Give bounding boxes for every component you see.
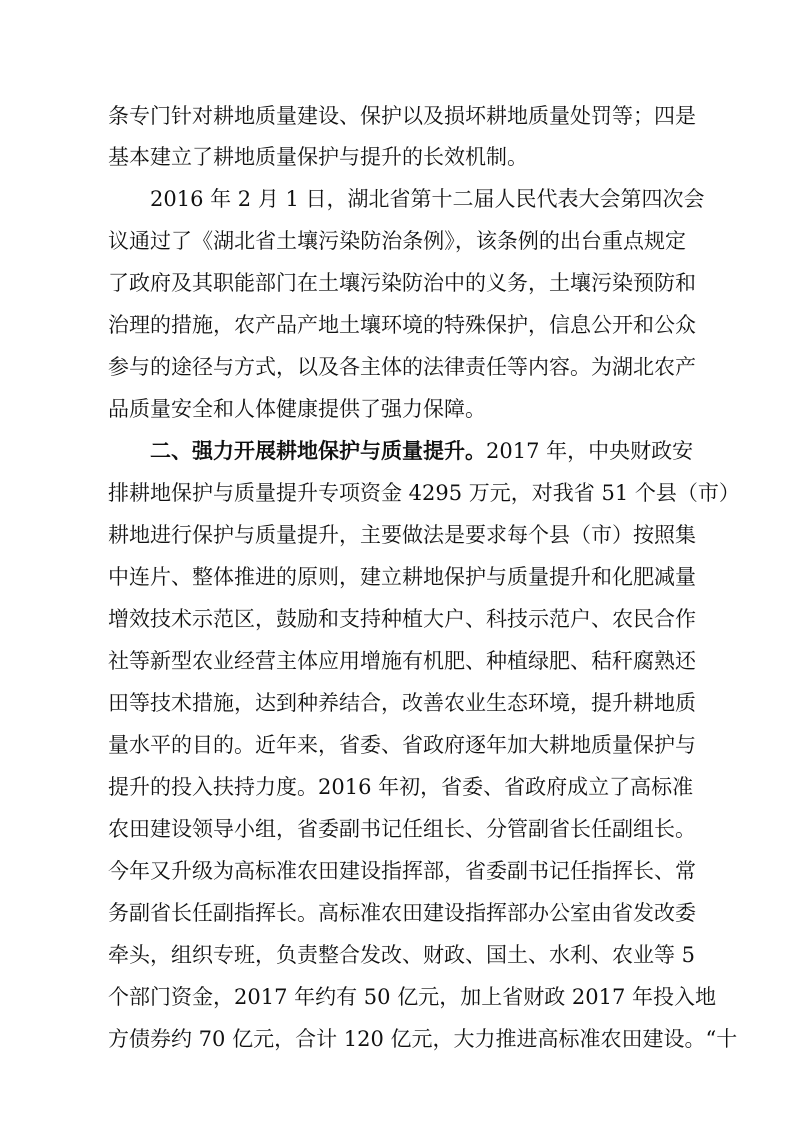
paragraph-3-line-8: 量水平的目的。近年来，省委、省政府逐年加大耕地质量保护与 (108, 733, 696, 757)
paragraph-3-line-3: 耕地进行保护与质量提升，主要做法是要求每个县（市）按照集 (108, 523, 696, 547)
paragraph-3-line-4: 中连片、整体推进的原则，建立耕地保护与质量提升和化肥减量 (108, 565, 696, 589)
paragraph-3-line-14: 个部门资金，2017 年约有 50 亿元，加上省财政 2017 年投入地 (108, 985, 716, 1009)
paragraph-3-line-12: 务副省长任副指挥长。高标准农田建设指挥部办公室由省发改委 (108, 901, 696, 925)
section-heading-rest: 2017 年，中央财政安 (486, 439, 694, 463)
section-heading: 二、强力开展耕地保护与质量提升。 (150, 438, 486, 463)
paragraph-2-line-3: 了政府及其职能部门在土壤污染防治中的义务，土壤污染预防和 (108, 271, 696, 295)
paragraph-3-line-15: 方债券约 70 亿元，合计 120 亿元，大力推进高标准农田建设。“十 (108, 1027, 738, 1051)
paragraph-3-line-1 (108, 436, 694, 466)
paragraph-2-line-4: 治理的措施，农产品产地土壤环境的特殊保护，信息公开和公众 (108, 313, 696, 337)
paragraph-3-line-10: 农田建设领导小组，省委副书记任组长、分管副省长任副组长。 (108, 817, 696, 841)
paragraph-2-line-1: 2016 年 2 月 1 日，湖北省第十二届人民代表大会第四次会 (150, 187, 705, 211)
paragraph-3-line-13: 牵头，组织专班，负责整合发改、财政、国土、水利、农业等 5 (108, 943, 696, 967)
paragraph-1-line-2: 基本建立了耕地质量保护与提升的长效机制。 (108, 145, 528, 169)
paragraph-3-line-5: 增效技术示范区，鼓励和支持种植大户、科技示范户、农民合作 (108, 607, 696, 631)
paragraph-3-line-9: 提升的投入扶持力度。2016 年初，省委、省政府成立了高标准 (108, 775, 694, 799)
paragraph-2-line-2: 议通过了《湖北省土壤污染防治条例》，该条例的出台重点规定 (108, 229, 686, 253)
paragraph-3-line-2: 排耕地保护与质量提升专项资金 4295 万元，对我省 51 个县（市） (108, 481, 740, 505)
paragraph-2-line-6: 品质量安全和人体健康提供了强力保障。 (108, 397, 486, 421)
paragraph-3-line-7: 田等技术措施，达到种养结合，改善农业生态环境，提升耕地质 (108, 691, 696, 715)
paragraph-2-line-5: 参与的途径与方式，以及各主体的法律责任等内容。为湖北农产 (108, 355, 696, 379)
paragraph-3-line-11: 今年又升级为高标准农田建设指挥部，省委副书记任指挥长、常 (108, 859, 696, 883)
paragraph-3-line-6: 社等新型农业经营主体应用增施有机肥、种植绿肥、秸秆腐熟还 (108, 649, 696, 673)
paragraph-1-line-1: 条专门针对耕地质量建设、保护以及损坏耕地质量处罚等；四是 (108, 104, 696, 128)
